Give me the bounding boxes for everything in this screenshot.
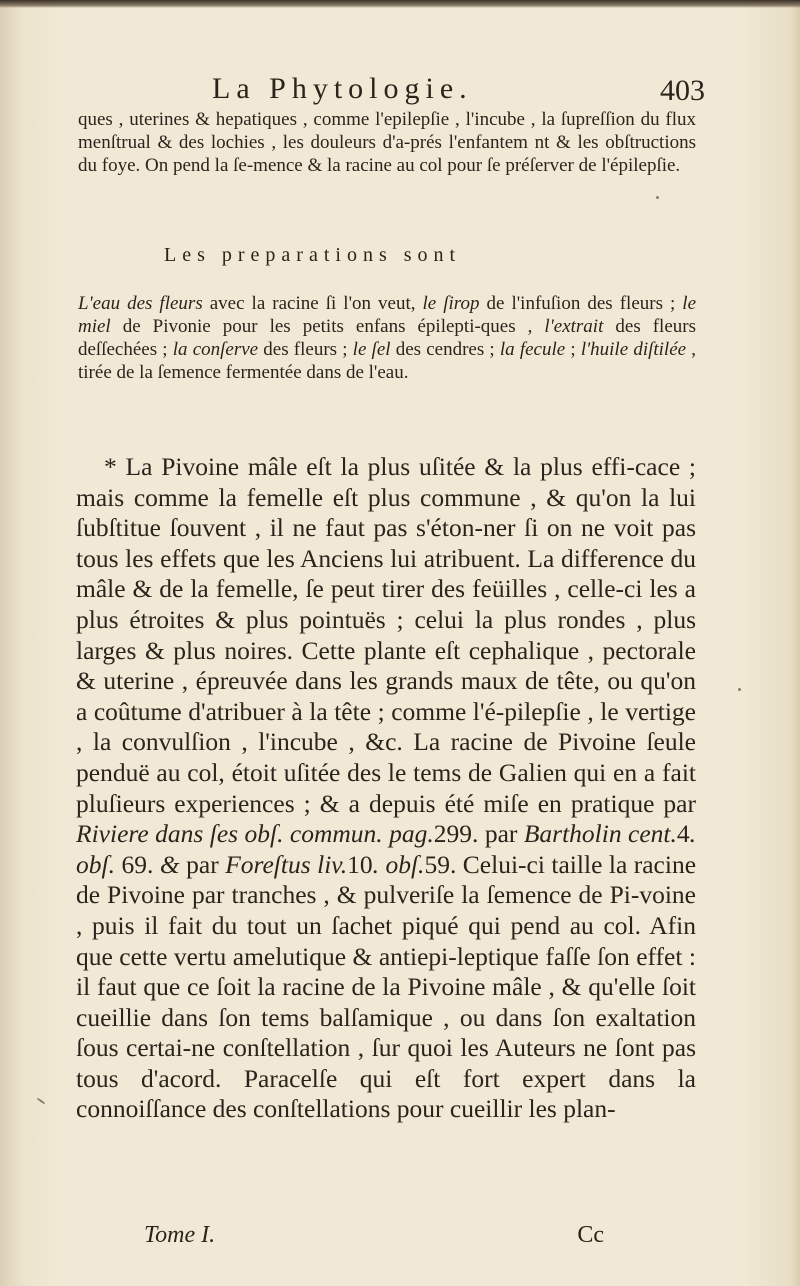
- prep-item-4: l'extrait: [544, 316, 604, 337]
- top-paragraph-block: [78, 108, 696, 177]
- main-paragraph: [76, 452, 696, 1125]
- prep-item-8: l'huile diſtilée: [580, 339, 687, 360]
- main-text-block: [76, 452, 696, 1125]
- main-part-1: * La Pivoine mâle eſt la plus uſitée & la plus effi-cace ; mais comme la femelle eſt plus commune , & qu'on la lui ſubſtitue ſouvent , il ne faut pas s'éton-ner ſi on ne voit pas tous les effets que les Anciens lui atribuent. La difference du mâle & de la femelle, ſe peut tirer des feüilles , celle-ci les a plus étroites & plus pointuës ; celui la plus rondes , plus larges & plus noires. Cette plante eſt cephalique , pectorale & uterine , épreuvée dans les grands maux de tête, ou qu'on a coûtume d'atribuer à la tête ; comme l'é-pilepſie , le vertige , la convulſion , l'incube , &c. La racine de Pivoine ſeule penduë au col, étoit uſitée des le tems de Galien qui en a fait pluſieurs experiences ; & a depuis été miſe en pratique par: [76, 452, 696, 818]
- preparations-block: [78, 292, 696, 384]
- ref-bartholin-obs: 69.: [114, 849, 160, 879]
- signature-mark: Cc: [577, 1222, 604, 1248]
- prep-item-3: le miel: [78, 293, 697, 337]
- prep-text-1: avec la racine ſi l'on veut,: [202, 293, 423, 314]
- main-part-2: . Celui-ci taille la racine de Pivoine par tranches , & pulveriſe la ſemence de Pi-voine , puis il fait du tout un ſachet piqué qui pend au col. Afin que cette vertu amelutique & antiepi-leptique faſſe ſon effet : il faut que ce ſoit la racine de la Pivoine mâle , & qu'elle ſoit cueillie dans ſon tems balſamique , ou dans ſon exaltation ſous certai-ne conſtellation , ſur quoi les Auteurs ne ſont pas tous d'acord. Paracelſe qui eſt fort expert dans la connoiſſance des conſtellations pour cueillir les plan-: [76, 849, 697, 1124]
- page-footer: [144, 1222, 604, 1252]
- page-header: [80, 72, 705, 112]
- ref-forestus-obs: 59: [424, 849, 450, 879]
- page-number: 403: [660, 74, 705, 107]
- paper-speck: [656, 196, 659, 199]
- ref-riviere: Riviere dans ſes obſ. commun. pag.: [76, 819, 434, 849]
- ref-riviere-page: 299: [433, 819, 472, 849]
- prep-text-7: ;: [565, 339, 581, 360]
- ref-bartholin-num: 4: [676, 819, 690, 849]
- prep-text-8: , tirée de la ſemence fermentée dans de l'eau.: [78, 339, 696, 383]
- paper-speck: [738, 688, 741, 691]
- paper-mark: [36, 1097, 45, 1104]
- prep-item-7: la fecule: [499, 339, 566, 360]
- ref-text-1: . par: [472, 819, 524, 849]
- prep-text-3: de Pivonie pour les petits enfans épilepti-ques ,: [110, 316, 545, 337]
- prep-text-6: des cendres ;: [390, 339, 500, 360]
- prep-text-5: des fleurs ;: [258, 339, 353, 360]
- ref-bartholin-obs-label: . obſ.: [76, 819, 696, 879]
- ref-bartholin: Bartholin cent.: [523, 819, 677, 849]
- top-paragraph: ques , uterines & hepatiques , comme l'epilepſie , l'incube , la ſupreſſion du flux menſtrual & des lochies , les douleurs d'a-prés l'enfantem nt & les obſtructions du foye. On pend la ſe-mence & la racine au col pour ſe préſerver de l'épilepſie.: [78, 109, 696, 176]
- ref-forestus-num: 10: [347, 849, 373, 879]
- volume-label: Tome I.: [144, 1222, 216, 1248]
- prep-item-6: le ſel: [352, 339, 391, 360]
- ref-forestus: Foreſtus liv.: [225, 849, 348, 879]
- prep-item-2: le ſirop: [422, 293, 480, 314]
- prep-item-5: la conſerve: [172, 339, 259, 360]
- ref-text-2: par: [179, 849, 226, 879]
- page-top-edge: [0, 0, 800, 8]
- running-title: La Phytologie.: [212, 72, 473, 105]
- prep-item-1: L'eau des fleurs: [78, 293, 203, 314]
- prep-text-4: des fleurs deſſechées ;: [78, 316, 696, 360]
- ref-ampersand: &: [159, 849, 180, 879]
- ref-forestus-obs-label: . obſ.: [372, 849, 425, 879]
- preparations-paragraph: [78, 292, 696, 384]
- section-title: Les preparations sont: [164, 244, 462, 266]
- prep-text-2: de l'infuſion des fleurs ;: [479, 293, 683, 314]
